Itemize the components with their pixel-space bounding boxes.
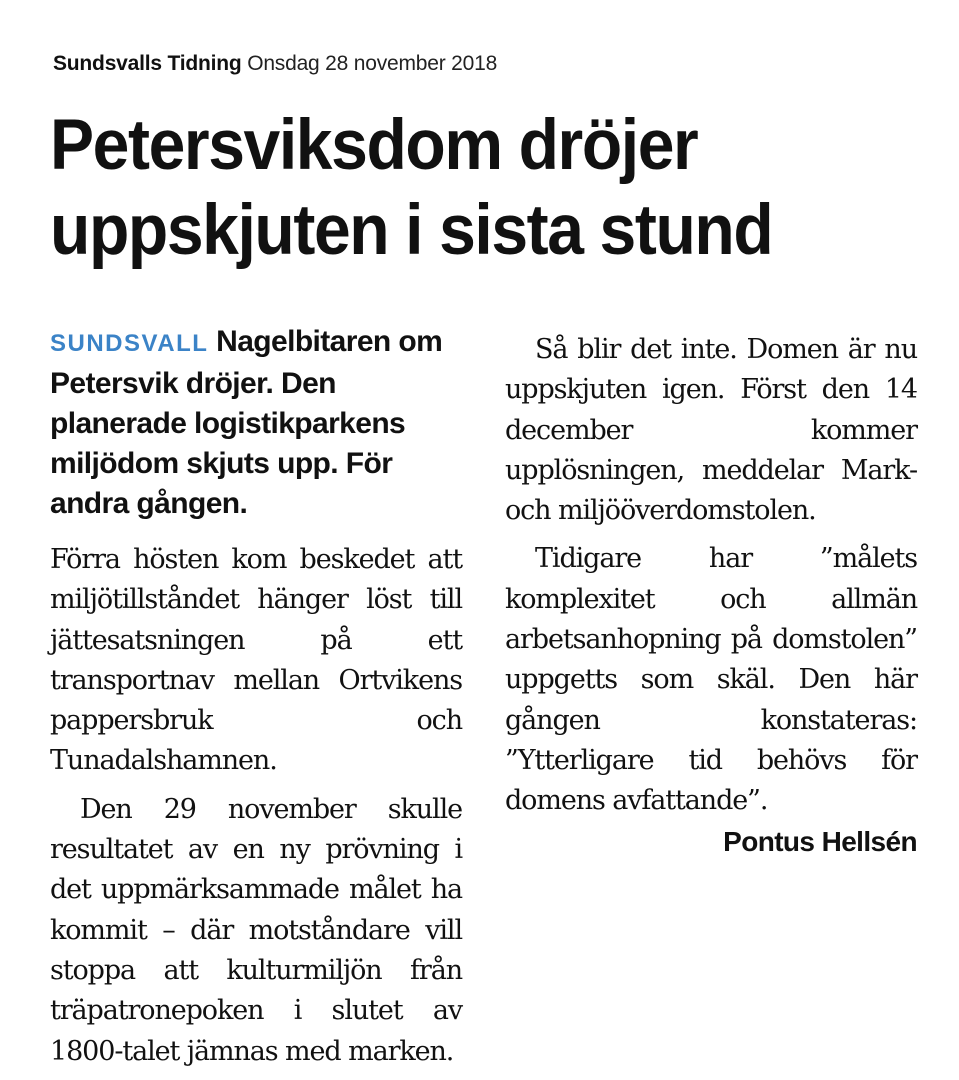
lead-text: Nagelbitaren om Petersvik dröjer. Den planerade logistikparkens miljödom skjuts upp. För andra gången. (50, 325, 443, 520)
article-column-right (505, 322, 917, 862)
headline (50, 103, 772, 273)
body-paragraph-2: Den 29 november skulle resultatet av en ny prövning i det uppmärksammade målet ha kommit – där motståndare vill stoppa att kulturmiljön från träpatronepoken i slutet av 1800-talet jämnas med marken. (50, 793, 462, 1067)
masthead (53, 52, 497, 76)
paper-name: Sundsvalls Tidning (53, 52, 242, 75)
publication-date: Onsdag 28 november 2018 (247, 52, 498, 75)
body-paragraph-3: Så blir det inte. Domen är nu uppskjuten igen. Först den 14 december kommer upplösningen, meddelar Mark- och miljööverdomstolen. (505, 334, 917, 527)
headline-line-2: uppskjuten i sista stund (50, 191, 773, 270)
lead-paragraph (50, 322, 462, 524)
body-paragraph-1: Förra hösten kom beskedet att miljötillståndet hänger löst till jättesatsningen på ett transportnav mellan Ortvikens pappersbruk och Tunadalshamnen. (50, 544, 462, 777)
article-column-left (50, 322, 462, 1072)
body-paragraph-4: Tidigare har ”målets komplexitet och allmän arbetsanhopning på domstolen” uppgetts som skäl. Den här gången konstateras: ”Ytterligare tid behövs för domens avfattande”. (505, 543, 917, 817)
dateline: SUNDSVALL (50, 330, 209, 357)
byline: Pontus Hellsén (723, 825, 917, 857)
headline-line-1: Petersviksdom dröjer (50, 106, 698, 185)
